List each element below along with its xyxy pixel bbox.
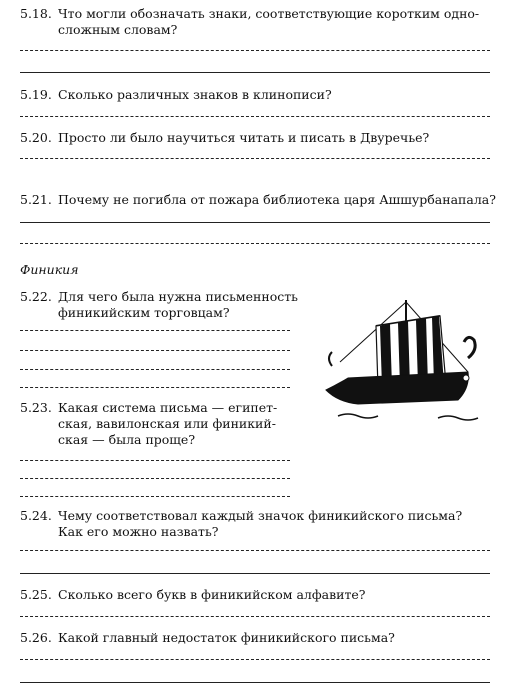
- question-text: Просто ли было научиться читать и писать в Двуречье?: [58, 130, 430, 145]
- question-text-cont: ская, вавилонская или финикий-: [58, 416, 276, 431]
- question-number: 5.21.: [20, 192, 52, 207]
- answer-line[interactable]: [20, 573, 490, 574]
- question-number: 5.18.: [20, 6, 52, 21]
- answer-line[interactable]: [20, 496, 290, 497]
- question-number: 5.19.: [20, 87, 52, 102]
- answer-line[interactable]: [20, 550, 490, 551]
- question-number: 5.25.: [20, 587, 52, 602]
- question-text: Какая система письма — египет-: [58, 400, 278, 415]
- answer-line[interactable]: [20, 369, 290, 370]
- answer-line[interactable]: [20, 222, 490, 223]
- question-text: Сколько всего букв в финикийском алфавите?: [58, 587, 366, 602]
- question-5-23: [20, 400, 277, 448]
- answer-line[interactable]: [20, 116, 490, 117]
- question-5-20: [20, 130, 429, 146]
- answer-line[interactable]: [20, 243, 490, 244]
- answer-line[interactable]: [20, 72, 490, 73]
- answer-line[interactable]: [20, 478, 290, 479]
- question-number: 5.23.: [20, 400, 52, 415]
- question-number: 5.26.: [20, 630, 52, 645]
- question-number: 5.22.: [20, 289, 52, 304]
- question-5-26: [20, 630, 395, 646]
- answer-line[interactable]: [20, 460, 290, 461]
- question-text-cont: сложным словам?: [58, 22, 178, 37]
- phoenician-ship-icon: [318, 292, 490, 430]
- answer-line[interactable]: [20, 616, 490, 617]
- answer-line[interactable]: [20, 330, 290, 331]
- question-5-25: [20, 587, 365, 603]
- question-text: Почему не погибла от пожара библиотека царя Ашшурбанапала?: [58, 192, 496, 207]
- question-text: Какой главный недостаток финикийского письма?: [58, 630, 395, 645]
- question-number: 5.24.: [20, 508, 52, 523]
- answer-line[interactable]: [20, 50, 490, 51]
- answer-line[interactable]: [20, 158, 490, 159]
- question-text: Чему соответствовал каждый значок финикийского письма?: [58, 508, 463, 523]
- question-text: Что могли обозначать знаки, соответствующие коротким одно-: [58, 6, 480, 21]
- answer-line[interactable]: [20, 682, 490, 683]
- question-5-21: [20, 192, 496, 208]
- question-5-24: [20, 508, 462, 540]
- question-text-cont: Как его можно назвать?: [58, 524, 219, 539]
- answer-line[interactable]: [20, 659, 490, 660]
- question-text-cont: финикийским торговцам?: [58, 305, 230, 320]
- question-text-cont: ская — была проще?: [58, 432, 196, 447]
- question-5-19: [20, 87, 332, 103]
- question-number: 5.20.: [20, 130, 52, 145]
- section-title: Финикия: [20, 262, 79, 277]
- question-text: Для чего была нужна письменность: [58, 289, 298, 304]
- question-text: Сколько различных знаков в клинописи?: [58, 87, 332, 102]
- question-5-18: [20, 6, 479, 38]
- answer-line[interactable]: [20, 350, 290, 351]
- question-5-22: [20, 289, 298, 321]
- answer-line[interactable]: [20, 387, 290, 388]
